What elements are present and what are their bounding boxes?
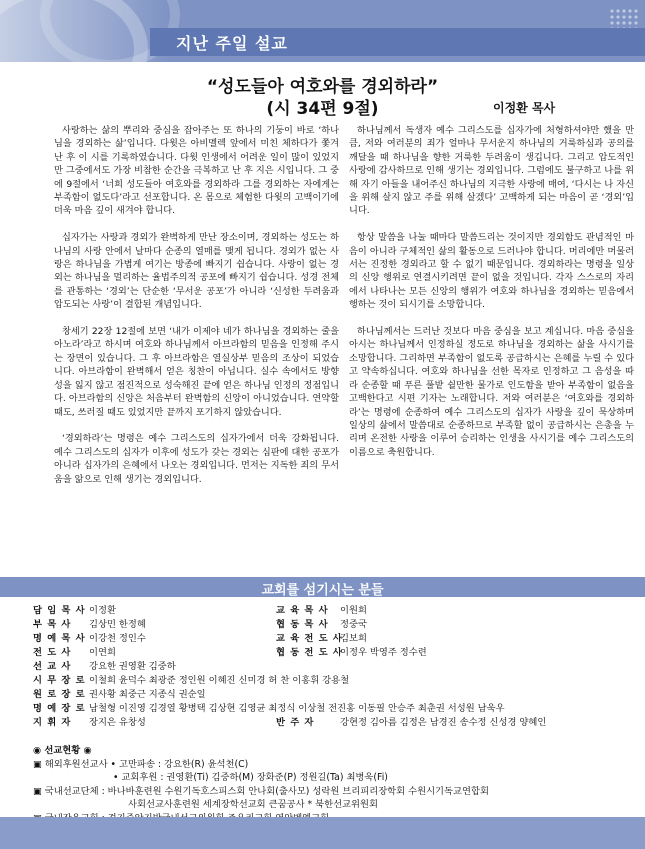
sermon-scripture: (시 34편 9절): [266, 99, 379, 119]
staff-names: 김보희: [340, 633, 367, 644]
staff-role: 명 예 장 로: [33, 703, 86, 714]
sermon-paragraph: 하나님께서 독생자 예수 그리스도를 십자가에 처형하셔야만 했을 만큼, 저와 여러분의 죄가 얼마나 무서운지 하나님의 거룩하심과 공의를 깨달을 때 하나님을 향한 거룩한 두려움이 생깁니다. 그리고 압도적인 사랑에 감사하므로 인해 생기는 경외입니다. 그럼에도 불구하고 나를 위해 자기 아들을 내어주신 하나님의 지극한 사랑에 매여, ‘다시는 나 자신을 위해 살지 않고 주를 위해 살겠다’ 고백하게 되는 마음이 곧 ‘경외’입니다.: [349, 125, 634, 217]
sermon-paragraph: 하나님께서는 드러난 것보다 마음 중심을 보고 계십니다. 마음 중심을 아시는 하나님께서 인정하실 정도로 하나님을 경외하는 삶을 사시기를 소망합니다. 그리하면 부족함이 없도록 공급하시는 은혜를 누릴 수 있다고 약속하십니다. 여호와 하나님을 선한 목자로 인정하고 그 음성을 따라 순종할 때 푸른 풀밭 쉴만한 물가로 인도함을 받아 부족함이 없음을 고백한다고 시편 기자는 노래합니다. 저와 여러분은 ‘여호와를 경외하라’는 명령에 순종하여 예수 그리스도의 십자가 사랑을 깊이 묵상하며 일상의 삶에서 말씀대로 순종하므로 부족할 없이 공급하시는 은총을 누리며 온전한 사랑을 이루어 승리하는 인생을 사시기를 예수 그리스도의 이름으로 축원합니다.: [349, 326, 634, 458]
sermon-left-column: [54, 124, 339, 499]
staff-role: 협 동 목 사: [276, 619, 329, 630]
header-banner: [0, 0, 645, 62]
sermon-author: 이정환 목사: [493, 101, 556, 115]
staff-names: 이원희: [340, 605, 367, 616]
staff-names: 이연희: [89, 647, 116, 658]
sermon-paragraph: 사랑하는 삶의 뿌리와 중심을 잡아주는 또 하나의 기둥이 바로 ‘하나님을 경외하는 삶’입니다. 다윗은 아비멜렉 앞에서 미친 체하다가 쫓겨난 후 이 시를 기록하였습니다. 다윗 인생에서 어려운 일이 많이 있었지만 그중에서도 가장 비참한 순간을 극복하고 난 후 지은 시입니다. 그 중에 9절에서 ‘너희 성도들아 여호와를 경외하라 그를 경외하는 자에게는 부족함이 없도다’라고 선포합니다. 온 몸으로 체험한 다윗의 고백이기에 더욱 마음 깊이 새겨야 합니다.: [54, 125, 339, 217]
sermon-paragraph: 십자가는 사랑과 경외가 완벽하게 만난 장소이며, 경외하는 성도는 하나님의 사랑 안에서 날마다 순종의 열매를 맺게 됩니다. 경외가 없는 사랑은 하나님을 가볍게 여기는 방종에 빠지기 쉽습니다. 사랑이 없는 경외는 하나님을 멀리하는 율법주의적 공포에 빠지기 쉽습니다. 성경 전체를 관통하는 ‘경외’는 단순한 ‘무서운 공포’가 아니라 ‘신성한 두려움과 압도되는 사랑’이 결합된 개념입니다.: [54, 232, 339, 311]
staff-role: 협 동 전 도 사: [276, 647, 343, 658]
mission-item: ▣ 해외후원선교사 • 고만파송 : 강요한(R) 윤석천(C): [33, 758, 249, 770]
sermon-title: “성도들아 여호와를 경외하라”: [206, 77, 439, 97]
staff-names: 강현정 김아름 김정은 남경진 송수정 신성경 양혜인: [340, 717, 547, 728]
staff-names: 권사황 최중근 지종식 권순일: [89, 689, 206, 700]
staff-names: 장지은 유창성: [89, 717, 146, 728]
mission-section: [33, 744, 489, 826]
staff-role: 반 주 자: [276, 717, 315, 728]
mission-item: • 교회후원 : 권영환(Ti) 김중하(M) 장화준(P) 정원길(Ta) 최병욱(Fi): [113, 772, 388, 784]
staff-row: [276, 632, 546, 646]
staff-role: 지 휘 자: [33, 717, 72, 728]
staff-role: 전 도 사: [33, 647, 72, 658]
staff-names: 이정우 박영주 정수련: [340, 647, 427, 658]
staff-names: 김상민 한정혜: [89, 619, 146, 630]
staff-role: 원 로 장 로: [33, 689, 86, 700]
staff-names: 이강천 정인수: [89, 633, 146, 644]
staff-row: [276, 618, 546, 632]
staff-role: 담 임 목 사: [33, 605, 86, 616]
staff-row: [276, 646, 546, 660]
sermon-paragraph: ‘경외하라’는 명령은 예수 그리스도의 십자가에서 더욱 강화됩니다. 예수 그리스도의 십자가 이후에 성도가 갖는 경외는 심판에 대한 공포가 아니라 십자가의 은혜에서 나오는 경외입니다. 먼저는 지독한 죄의 무서움을 앎으로 인해 생기는 경외입니다.: [54, 433, 339, 485]
staff-names: 이정환: [89, 605, 116, 616]
staff-names: 정중국: [340, 619, 367, 630]
staff-role: 명 예 목 사: [33, 633, 86, 644]
mission-header: ◉ 선교현황 ◉: [33, 745, 92, 756]
staff-spacer: [276, 660, 546, 716]
mission-item: ▣ 국내선교단체 : 바나바훈련원 수원기독호스피스회 안나회(출사모) 성락원 브리피리장학회 수원시기독교연합회: [33, 785, 489, 797]
staff-names: 강요한 권영환 김중하: [89, 661, 176, 672]
footer-bar: [0, 817, 645, 849]
sermon-paragraph: 항상 말씀을 나눌 때마다 말씀드리는 것이지만 경외함도 관념적인 마음이 아니라 구체적인 삶의 활동으로 드러나야 합니다. 머리에만 머물러서는 진정한 경외라고 할 수 없기 때문입니다. 경외하라는 명령을 일상의 신앙 행위로 연결시키려면 끝이 없을 것입니다. 각자 스스로의 자리에서 나타나는 모든 신앙의 행위가 여호와 하나님을 경외하는 믿음에서 행하는 것이 되시기를 소망합니다.: [349, 232, 634, 311]
mission-item: 사회선교사훈련원 세계장학선교회 큰꿈공사 * 북한선교위원회: [128, 799, 378, 811]
staff-row: [276, 604, 546, 618]
staff-role: 교 육 전 도 사: [276, 633, 343, 644]
section-label: 지난 주일 설교: [176, 34, 288, 53]
staff-role: 시 무 장 로: [33, 675, 86, 686]
sermon-paragraph: 창세기 22장 12절에 보면 ‘내가 이제야 네가 하나님을 경외하는 줄을 아노라’라고 하시며 여호와 하나님께서 아브라함의 믿음을 인정해 주시는 장면이 있습니다. 그 후 아브라함은 열실상부 믿음의 조상이 되었습니다. 아브라함이 완벽해서 얻은 칭찬이 아닙니다. 실수 속에서도 방향성을 잃지 않고 점진적으로 성숙해진 끝에 얻은 하나님 인정의 정점입니다. 아브라함의 신앙은 처음부터 완벽함의 신앙이 아니었습니다. 연약할 때도, 쓰러질 때도 있었지만 끝까지 포기하지 않았습니다.: [54, 326, 339, 418]
sermon-right-column: [349, 124, 634, 473]
staff-role: 부 목 사: [33, 619, 72, 630]
staff-role: 선 교 사: [33, 661, 72, 672]
staff-section-title: 교회를 섬기시는 분들: [261, 583, 384, 598]
banner-dots-decoration: [609, 8, 639, 28]
staff-section-bar: [0, 577, 645, 597]
staff-role: 교 육 목 사: [276, 605, 329, 616]
staff-list-right: [276, 604, 546, 730]
staff-row: [276, 716, 546, 730]
staff-names: 남철형 이진영 김경열 황병택 김상현 김영균 최정식 이상철 전진홍 이동필 안승주 최춘권 서성원 남욱우: [89, 703, 505, 714]
staff-names: 이철희 윤덕수 최광준 정인원 이혜진 신미경 허 찬 이홍휘 강용철: [89, 675, 350, 686]
